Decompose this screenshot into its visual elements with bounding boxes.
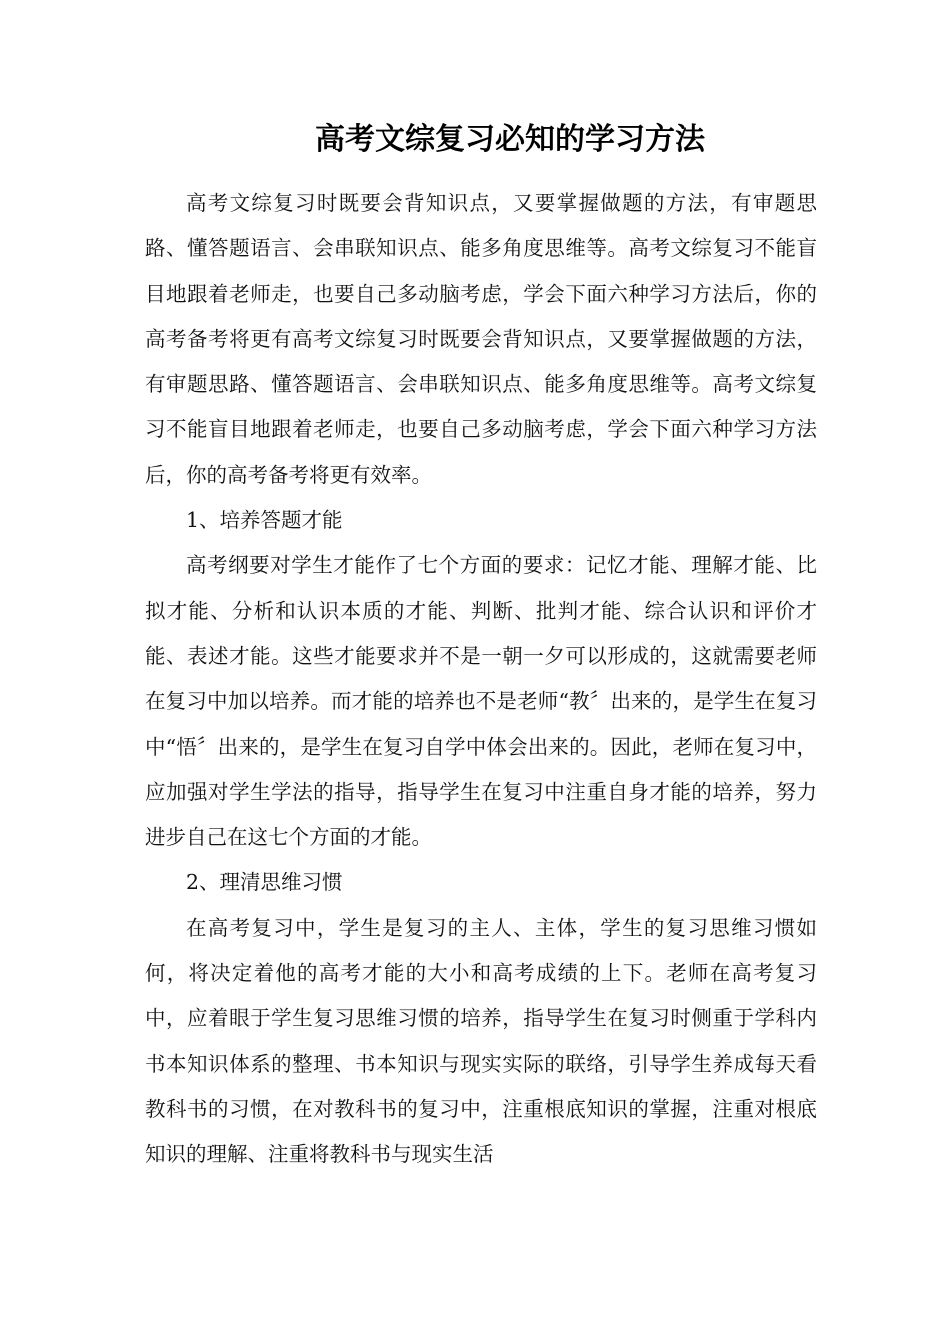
paragraph-section-2: 在高考复习中，学生是复习的主人、主体，学生的复习思维习惯如何，将决定着他的高考才能的大小和高考成绩的上下。老师在高考复习中，应着眼于学生复习思维习惯的培养，指导学生在复习时侧重于学科内书本知识体系的整理、书本知识与现实实际的联络，引导学生养成每天看教科书的习惯，在对教科书的复习中，注重根底知识的掌握，注重对根底知识的理解、注重将教科书与现实生活 <box>145 915 817 1167</box>
section-heading-1: 1、培养答题才能 <box>186 508 343 533</box>
paragraph-section-1: 高考纲要对学生才能作了七个方面的要求：记忆才能、理解才能、比拟才能、分析和认识本质的才能、判断、批判才能、综合认识和评价才能、表述才能。这些才能要求并不是一朝一夕可以形成的，这就需要老师在复习中加以培养。而才能的培养也不是老师“教〞出来的，是学生在复习中“悟〞出来的，是学生在复习自学中体会出来的。因此，老师在复习中，应加强对学生学法的指导，指导学生在复习中注重自身才能的培养，努力进步自己在这七个方面的才能。 <box>145 553 817 850</box>
paragraph-intro: 高考文综复习时既要会背知识点，又要掌握做题的方法，有审题思路、懂答题语言、会串联知识点、能多角度思维等。高考文综复习不能盲目地跟着老师走，也要自己多动脑考虑，学会下面六种学习方法后，你的高考备考将更有高考文综复习时既要会背知识点，又要掌握做题的方法，有审题思路、懂答题语言、会串联知识点、能多角度思维等。高考文综复习不能盲目地跟着老师走，也要自己多动脑考虑，学会下面六种学习方法后，你的高考备考将更有效率。 <box>145 191 817 487</box>
document-title: 高考文综复习必知的学习方法 <box>315 122 705 157</box>
section-heading-2: 2、理清思维习惯 <box>186 870 343 895</box>
document-body <box>145 181 817 1178</box>
